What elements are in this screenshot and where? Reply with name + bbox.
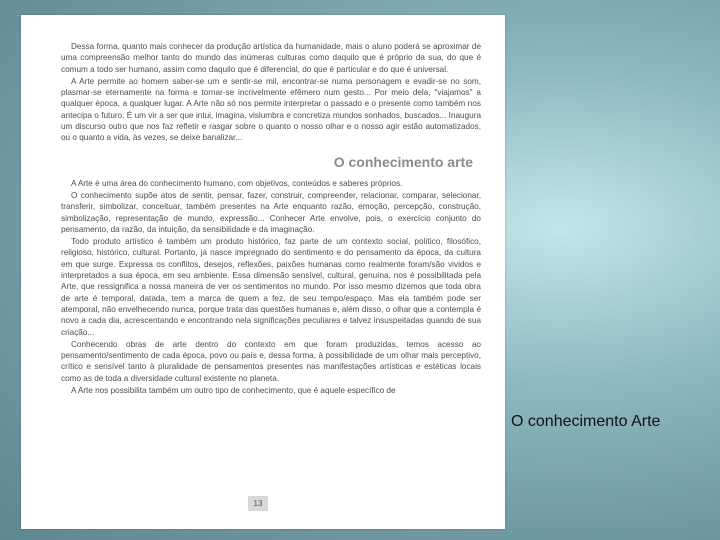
scanned-book-page: [21, 15, 505, 529]
paragraph: Dessa forma, quanto mais conhecer da produção artística da humanidade, mais o aluno poderá se aproximar de uma compreensão melhor tanto do mundo das inúmeras culturas como daquilo que é próprio da sua, do que é comum a todo ser humano, assim como daquilo que é diferencial, do que é particular e do que é universal.: [61, 42, 481, 74]
paragraph: A Arte permite ao homem saber-se um e sentir-se mil, encontrar-se numa personagem e evadir-se no som, plasmar-se eternamente na forma e tornar-se incrivelmente efêmero num gesto... Por meio dela, "viajamos" a qualquer época, a qualquer lugar. A Arte não só nos permite interpretar o passado e o presente como também nos antecipa o futuro. É um vir a ser que intui, imagina, vislumbra e concretiza mundos sonhados, buscados... Inaugura um discurso outro que nos faz refletir e rasgar sobre o quanto o nosso olhar e o nosso agir estão automatizados, ou o quanto a vida, às vezes, se deixe banalizar...: [61, 76, 481, 143]
page-number: 13: [248, 496, 268, 511]
page-text-body: [61, 41, 481, 397]
paragraph: O conhecimento supõe atos de sentir, pensar, fazer, construir, compreender, relacionar, comparar, selecionar, transferir, simbolizar, conceituar, também presentes na Arte enquanto razão, emoção, percepção, construção, simbolização, representação de mundo, expressão... Conhecer Arte envolve, pois, o exercício conjunto do pensamento, da razão, da intuição, da sensibilidade e da imaginação.: [61, 190, 481, 234]
slide-caption: O conhecimento Arte: [511, 413, 661, 430]
paragraph: A Arte é uma área do conhecimento humano, com objetivos, conteúdos e saberes próprios.: [71, 178, 403, 188]
paragraph: Todo produto artístico é também um produto histórico, faz parte de um contexto social, político, filosófico, religioso, histórico, cultural. Portanto, já nasce impregnado do sentimento e do pensamento da época, da cultura em que surge. Expressa os conflitos, desejos, reflexões, paixões humanas como realmente foram/são vividos e interpretados a sua época, em seu ambiente. Essa dimensão sensível, cultural, genuína, nos é possibilitada pela Arte, que ressignifica a nossa maneira de ver os sentimentos no mundo. Por isso mesmo dizemos que toda obra de arte é temporal, datada, tem a marca de quem a fez, de seu tempo/espaço. Mas ela também pode ser atemporal, não envelhecendo nunca, porque trata das questões humanas e, além disso, o olhar que a contempla é novo a cada dia, acrescentando e encontrando nela significações peculiares e talvez insuspeitadas quando de sua criação...: [61, 237, 481, 337]
section-heading: O conhecimento arte: [333, 153, 473, 170]
paragraph: A Arte nos possibilita também um outro tipo de conhecimento, que é aquele específico de: [71, 386, 396, 396]
paragraph: Conhecendo obras de arte dentro do contexto em que foram produzidas, temos acesso ao pensamento/sentimento de cada época, povo ou país e, dessa forma, à possibilidade de um olhar mais perceptivo, crítico e sensível tanto à pluralidade de pensamentos presentes nas manifestações artísticas e estéticas locais como as de toda a diversidade cultural existente no planeta.: [61, 339, 481, 383]
